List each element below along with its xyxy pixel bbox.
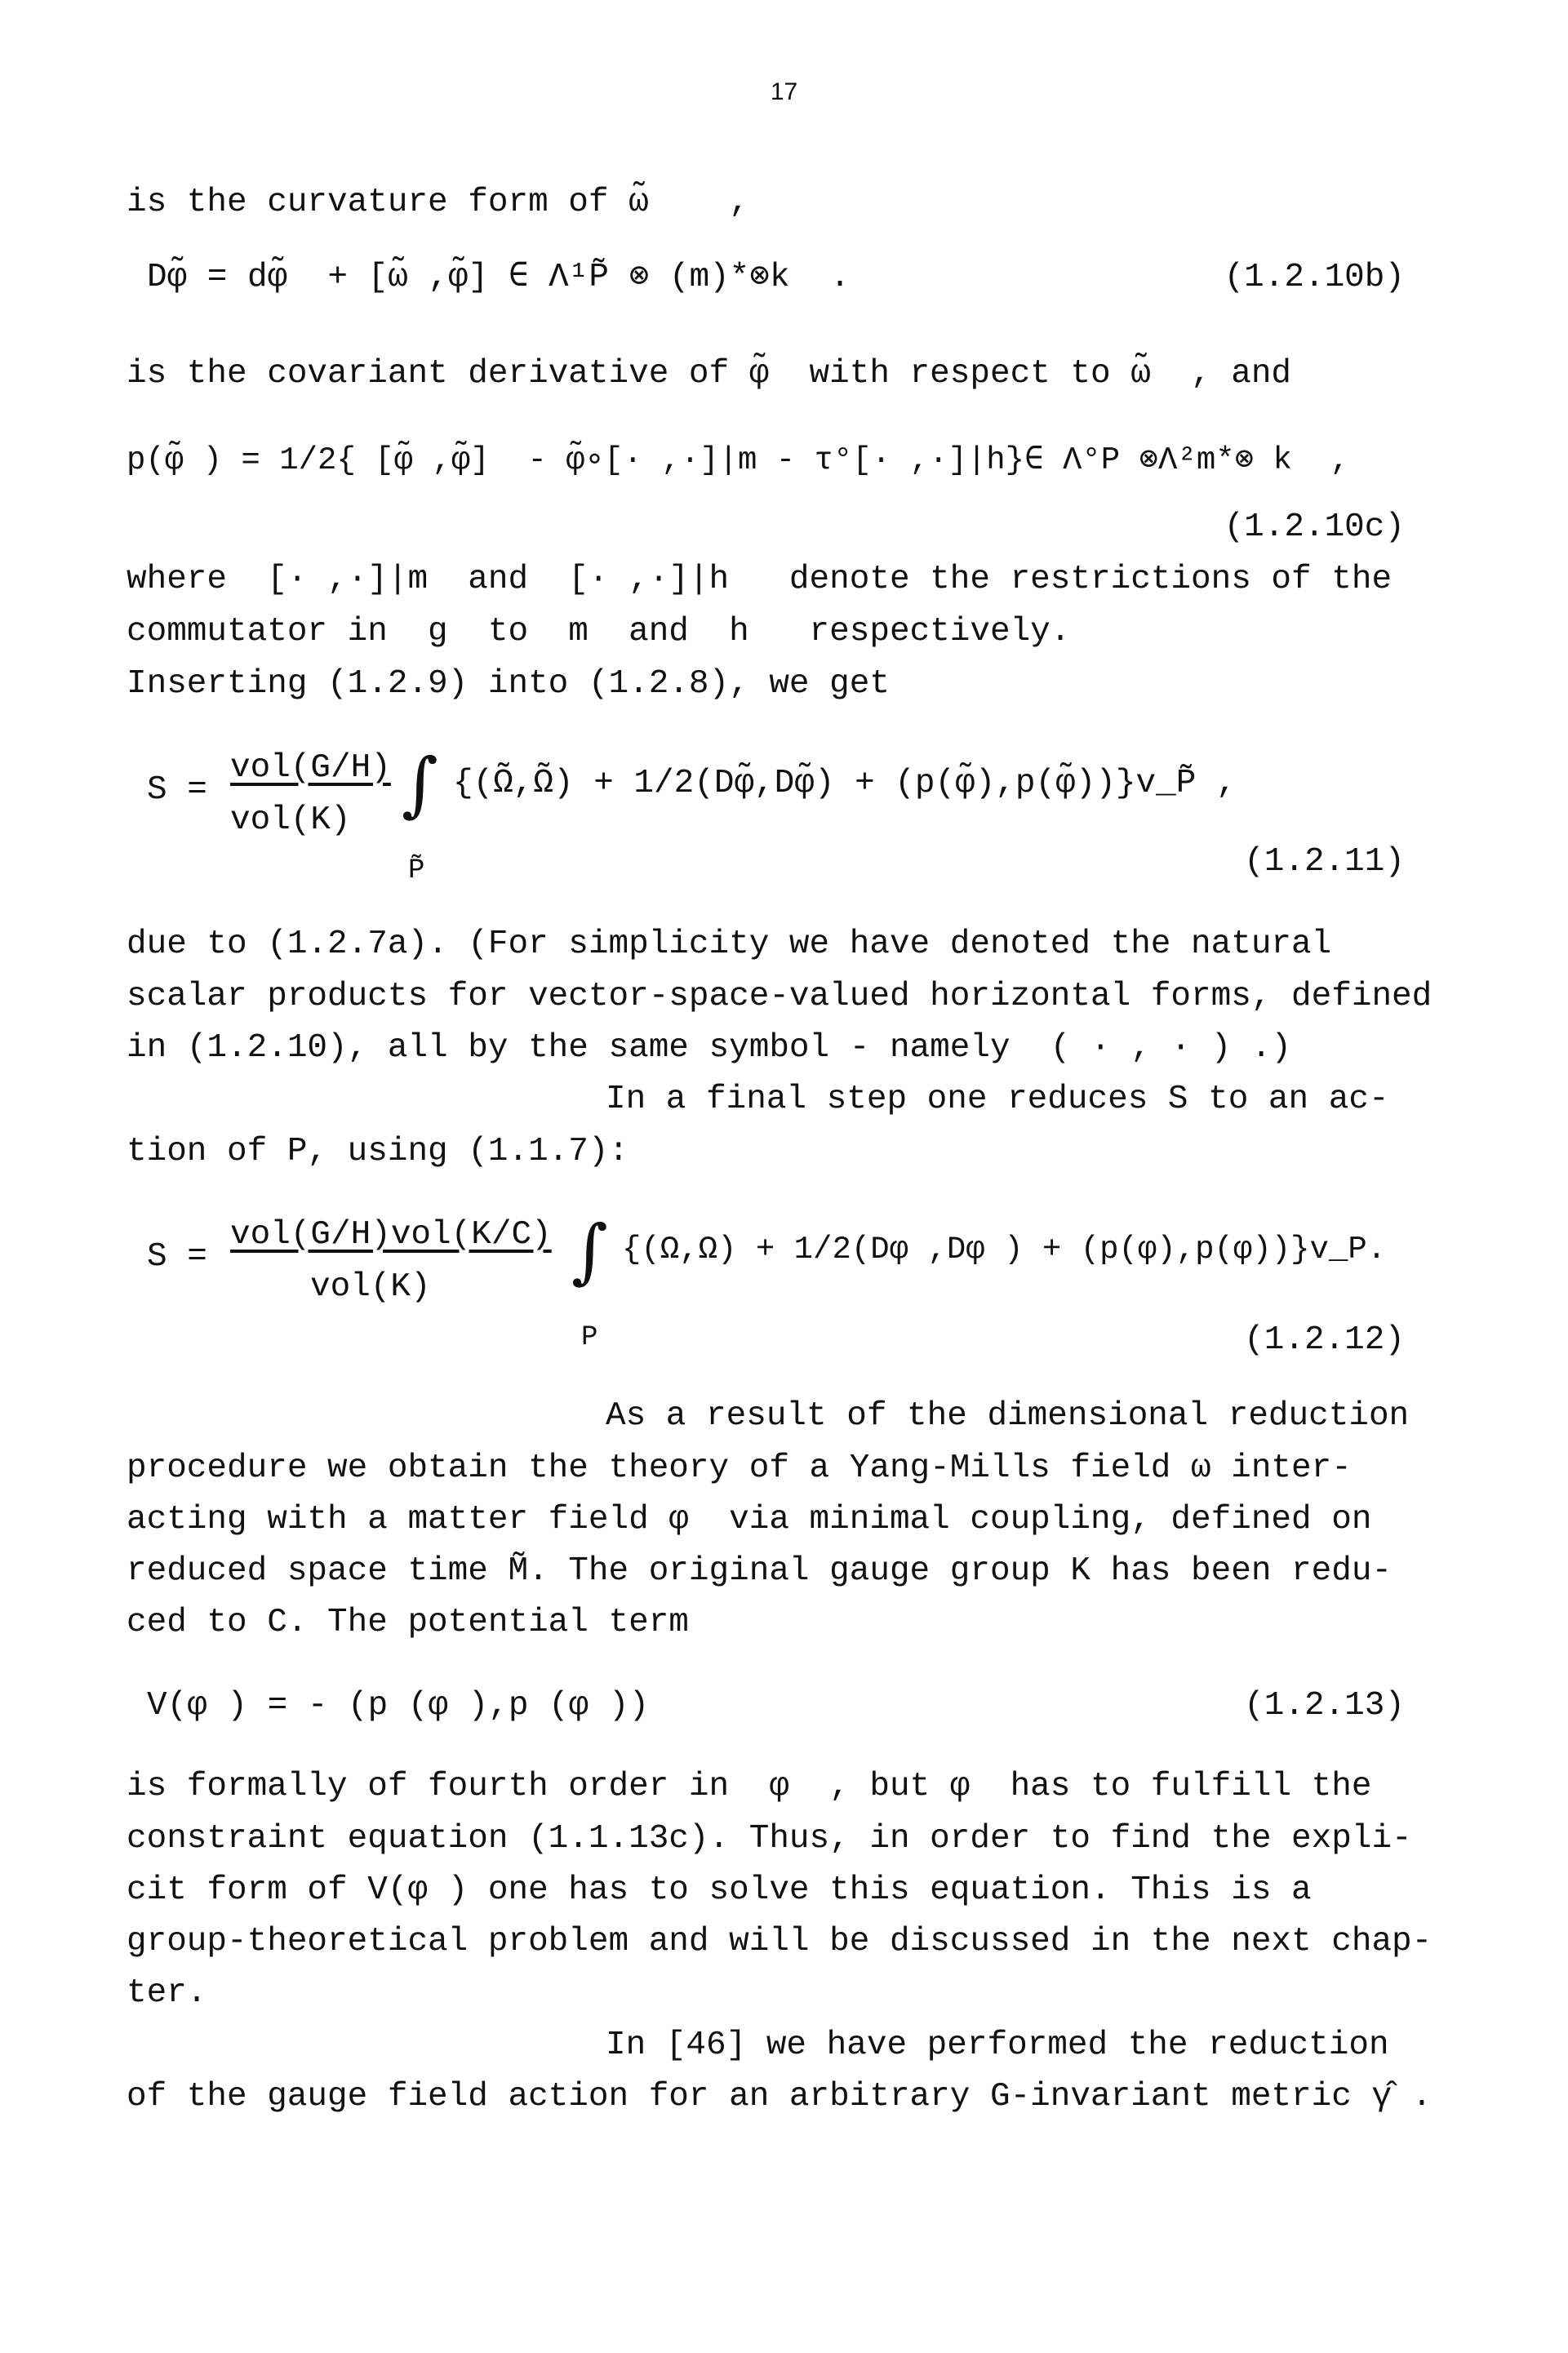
text-line: In [46] we have performed the reduction [606, 2027, 1389, 2064]
text-line: is formally of fourth order in φ , but φ has to fulfill the [127, 1768, 1372, 1805]
equation-number: (1.2.13) [1244, 1687, 1405, 1725]
text-line: ter. [127, 1974, 207, 2012]
equation-1-2-10c: p(φ̃ ) = 1/2{ [φ̃ ,φ̃] - φ̃∘[· ,·]|m - τ°[· ,·]|h}∈ Λ°P ⊗Λ²m*⊗ k , [127, 442, 1350, 478]
text-line: constraint equation (1.1.13c). Thus, in order to find the expli- [127, 1820, 1412, 1858]
equation-lhs: S = [147, 771, 207, 809]
fraction-numerator: vol(G/H) [230, 749, 391, 787]
text-line: where [· ,·]|m and [· ,·]|h denote the restrictions of the [127, 561, 1393, 598]
equation-1-2-12-body: {(Ω,Ω) + 1/2(Dφ ,Dφ ) + (p(φ),p(φ))}v_P. [622, 1232, 1387, 1268]
text-line: commutator in g to m and h respectively. [127, 613, 1071, 650]
text-line: is the curvature form of ω̃ , [127, 184, 749, 221]
equation-1-2-10b: Dφ̃ = dφ̃ + [ω̃ ,φ̃] ∈ Λ¹P̃ ⊗ (m)*⊗k . [147, 259, 851, 296]
equation-lhs: S = [147, 1238, 207, 1276]
text-line: procedure we obtain the theory of a Yang-Mills field ω inter- [127, 1450, 1352, 1487]
text-line: tion of P, using (1.1.7): [127, 1133, 629, 1170]
text-line: of the gauge field action for an arbitrary G-invariant metric γ̂ . [127, 2078, 1433, 2115]
text-line: group-theoretical problem and will be discussed in the next chap- [127, 1923, 1433, 1960]
integral-sign: ∫ [402, 744, 438, 825]
text-line: acting with a matter field φ via minimal coupling, defined on [127, 1501, 1372, 1538]
text-line: ced to C. The potential term [127, 1604, 689, 1641]
equation-number: (1.2.10b) [1224, 259, 1405, 296]
text-line: As a result of the dimensional reduction [606, 1397, 1410, 1435]
text-line: due to (1.2.7a). (For simplicity we have denoted the natural [127, 926, 1332, 963]
text-line: reduced space time M̃. The original gauge group K has been redu- [127, 1552, 1393, 1590]
text-line: In a final step one reduces S to an ac- [606, 1081, 1389, 1118]
equation-number: (1.2.11) [1244, 843, 1405, 881]
page-number: 17 [770, 78, 798, 105]
text-line: in (1.2.10), all by the same symbol - namely ( · , · ) .) [127, 1029, 1292, 1067]
equation-number: (1.2.10c) [1224, 508, 1405, 546]
equation-1-2-13: V(φ ) = - (p (φ ),p (φ )) [147, 1687, 650, 1725]
integral-domain: P̃ [408, 855, 425, 886]
text-line: is the covariant derivative of φ̃ with respect to ω̃ , and [127, 355, 1292, 393]
integral-domain: P [581, 1322, 598, 1353]
fraction-numerator: vol(G/H)vol(K/C) [230, 1216, 552, 1254]
fraction-denominator: vol(K) [230, 801, 351, 839]
equation-1-2-11-body: {(Ω̃,Ω̃) + 1/2(Dφ̃,Dφ̃) + (p(φ̃),p(φ̃))}v_P̃ , [453, 765, 1237, 802]
equation-number: (1.2.12) [1244, 1321, 1405, 1359]
integral-sign: ∫ [571, 1210, 608, 1292]
text-line: scalar products for vector-space-valued horizontal forms, defined [127, 978, 1433, 1015]
fraction-denominator: vol(K) [310, 1268, 431, 1306]
text-line: cit form of V(φ ) one has to solve this equation. This is a [127, 1871, 1312, 1909]
text-line: Inserting (1.2.9) into (1.2.8), we get [127, 665, 890, 703]
